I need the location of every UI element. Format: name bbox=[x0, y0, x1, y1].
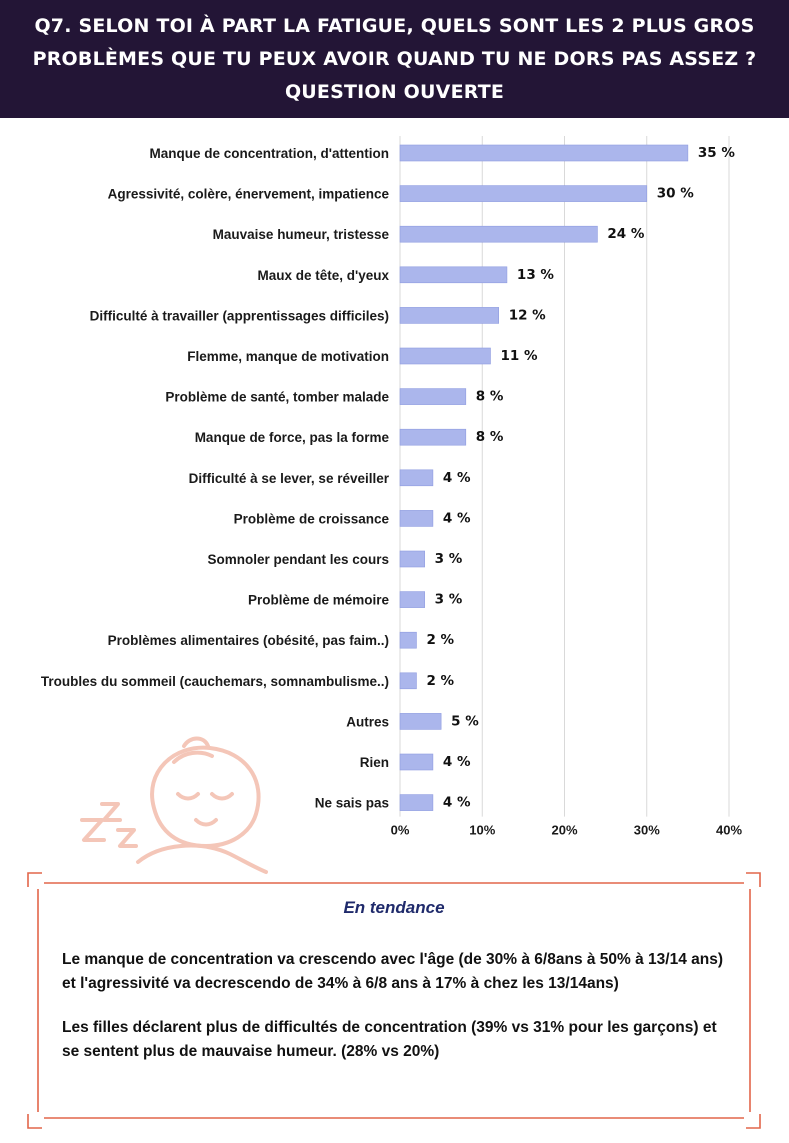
value-label: 4 % bbox=[442, 510, 471, 527]
value-label: 4 % bbox=[442, 754, 471, 770]
bar bbox=[400, 470, 433, 486]
value-label: 8 % bbox=[475, 388, 504, 405]
value-label: 24 % bbox=[607, 226, 645, 243]
value-label: 2 % bbox=[426, 672, 455, 689]
value-label: 35 % bbox=[697, 145, 735, 161]
category-label: Problème de croissance bbox=[233, 511, 389, 527]
trend-box bbox=[28, 873, 760, 1128]
category-label: Manque de force, pas la forme bbox=[194, 430, 389, 446]
category-label: Problème de santé, tomber malade bbox=[165, 389, 389, 405]
bar bbox=[400, 551, 425, 567]
trend-title: En tendance bbox=[343, 898, 445, 917]
value-label: 8 % bbox=[475, 429, 504, 446]
category-label: Mauvaise humeur, tristesse bbox=[212, 227, 389, 243]
sleeping-baby-icon bbox=[80, 722, 270, 872]
value-label: 3 % bbox=[434, 591, 463, 608]
trend-paragraph-age: Le manque de concentration va crescendo avec l'âge (de 30% à 6/8ans à 50% à 13/14 ans) et l'agressivité va decrescendo de 34% à 6/8 ans à 17% à chez les 13/14ans) bbox=[62, 951, 724, 992]
category-label: Manque de concentration, d'attention bbox=[149, 146, 389, 161]
x-tick-label: 30% bbox=[633, 822, 660, 838]
category-label: Difficulté à se lever, se réveiller bbox=[188, 470, 389, 486]
category-label: Rien bbox=[359, 755, 389, 770]
value-label: 5 % bbox=[451, 713, 479, 730]
bar bbox=[400, 592, 425, 608]
category-label: Flemme, manque de motivation bbox=[187, 349, 389, 364]
x-tick-label: 20% bbox=[551, 822, 578, 838]
bar bbox=[400, 267, 507, 283]
category-label: Ne sais pas bbox=[314, 795, 389, 811]
bar bbox=[400, 145, 688, 161]
bar bbox=[400, 389, 466, 405]
value-label: 3 % bbox=[434, 551, 463, 567]
question-title-line-2: PROBLÈMES QUE TU PEUX AVOIR QUAND TU NE DORS PAS ASSEZ ? bbox=[32, 47, 757, 70]
value-label: 30 % bbox=[656, 185, 694, 202]
bar bbox=[400, 754, 433, 770]
bar bbox=[400, 307, 499, 323]
x-tick-label: 0% bbox=[390, 822, 410, 838]
bar-chart bbox=[0, 118, 789, 838]
category-label: Agressivité, colère, énervement, impatience bbox=[107, 186, 389, 202]
category-label: Maux de tête, d'yeux bbox=[257, 267, 389, 283]
question-title-line-1: Q7. SELON TOI À PART LA FATIGUE, QUELS SONT LES 2 PLUS GROS bbox=[34, 14, 755, 37]
bar bbox=[400, 632, 416, 648]
bar bbox=[400, 348, 490, 364]
value-label: 11 % bbox=[500, 348, 538, 364]
bar bbox=[400, 795, 433, 811]
bar bbox=[400, 713, 441, 729]
bar bbox=[400, 226, 597, 242]
value-label: 4 % bbox=[442, 794, 471, 811]
bar bbox=[400, 673, 416, 689]
bar bbox=[400, 186, 647, 202]
question-subtitle: QUESTION OUVERTE bbox=[284, 80, 505, 103]
category-label: Somnoler pendant les cours bbox=[207, 552, 389, 567]
category-label: Autres bbox=[346, 714, 389, 730]
trend-paragraph-gender: Les filles déclarent plus de difficultés de concentration (39% vs 31% pour les garçons) et se sentent plus de mauvaise humeur. (28% vs 20%) bbox=[62, 1019, 717, 1060]
category-label: Problème de mémoire bbox=[247, 592, 389, 608]
category-label: Troubles du sommeil (cauchemars, somnambulisme..) bbox=[40, 673, 389, 689]
value-label: 13 % bbox=[516, 266, 554, 283]
value-label: 4 % bbox=[442, 469, 471, 486]
header-banner bbox=[0, 0, 789, 118]
category-label: Difficulté à travailler (apprentissages difficiles) bbox=[89, 308, 389, 324]
value-label: 2 % bbox=[426, 632, 455, 649]
category-label: Problèmes alimentaires (obésité, pas faim..) bbox=[107, 633, 389, 649]
x-tick-label: 40% bbox=[715, 822, 743, 838]
value-label: 12 % bbox=[508, 307, 546, 324]
bar bbox=[400, 510, 433, 526]
bar bbox=[400, 429, 466, 445]
x-tick-label: 10% bbox=[469, 822, 496, 838]
